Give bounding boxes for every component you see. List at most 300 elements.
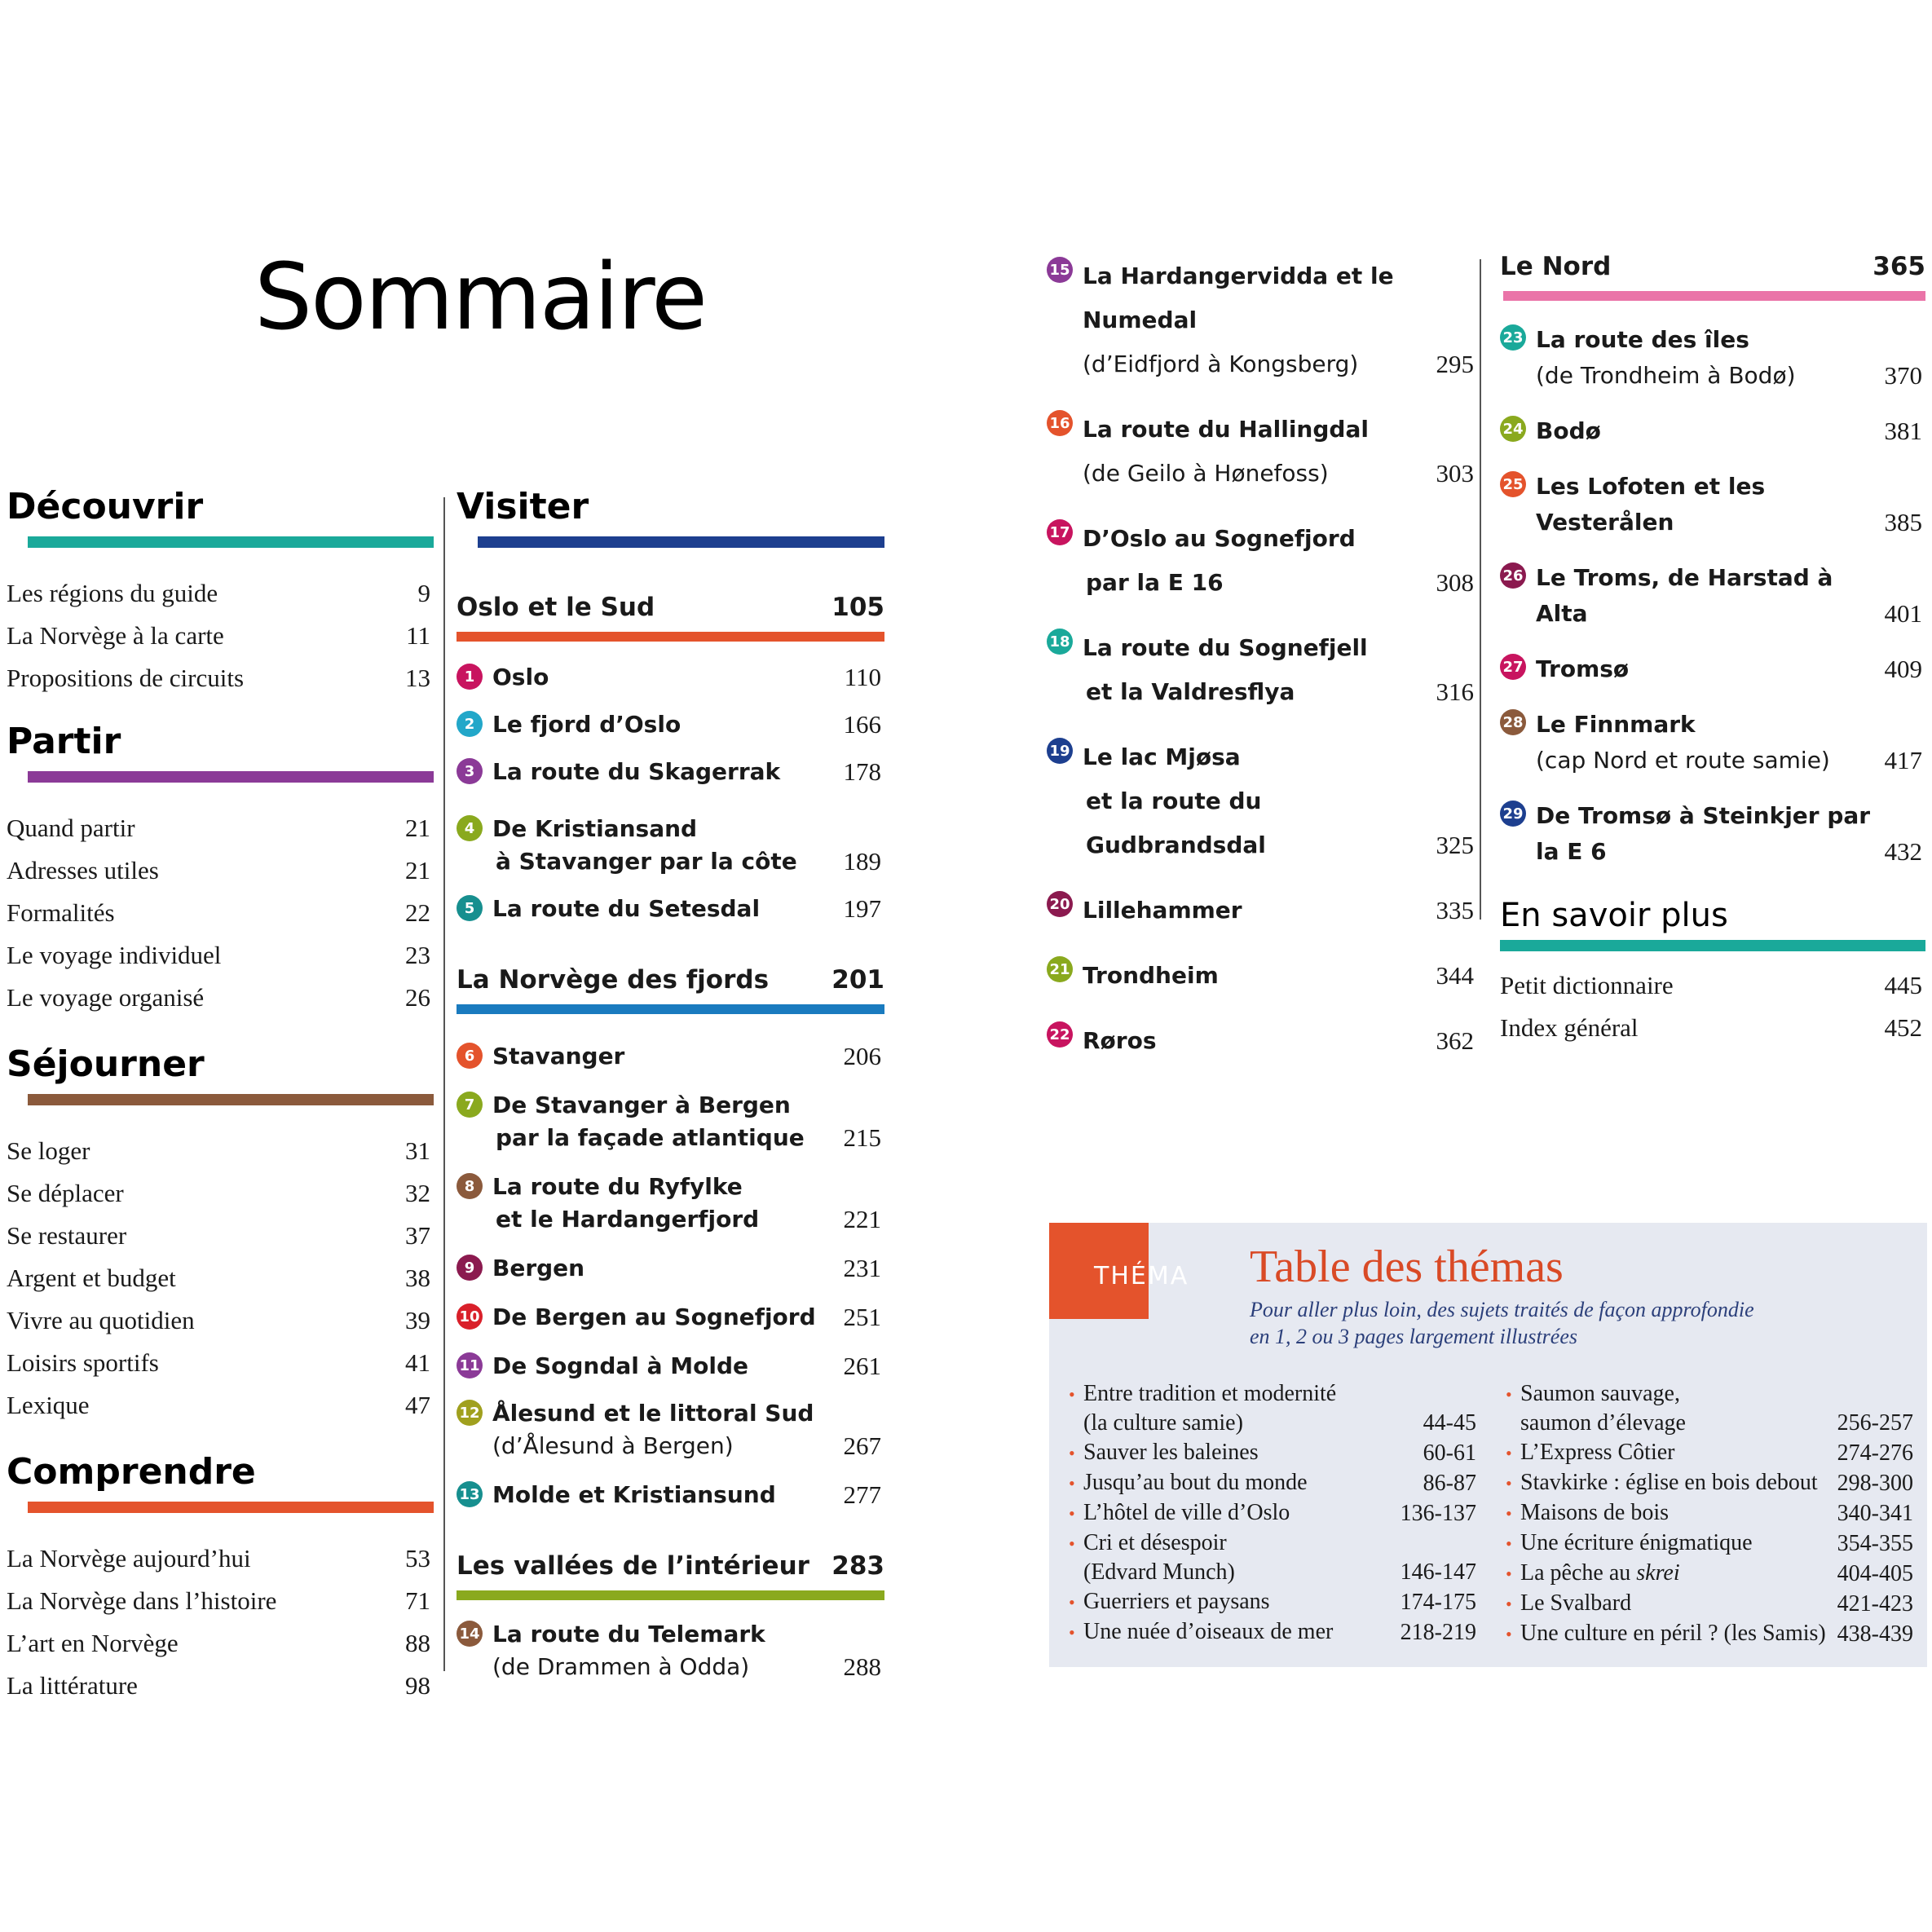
route-page: 178 xyxy=(843,757,881,786)
toc-row[interactable] xyxy=(7,1215,434,1257)
section-bar xyxy=(28,1502,434,1513)
route-title: Tromsø xyxy=(1536,655,1630,682)
route-title: Trondheim xyxy=(1083,962,1219,989)
thema-page: 404-405 xyxy=(1837,1561,1913,1586)
toc-row[interactable] xyxy=(7,1130,434,1172)
thema-item[interactable] xyxy=(1069,1379,1476,1438)
column-visiter-continued xyxy=(1047,254,1477,1063)
entry-list xyxy=(1047,254,1477,1063)
route-page: 362 xyxy=(1436,1026,1474,1055)
toc-row[interactable] xyxy=(7,1537,434,1580)
bullet-icon: • xyxy=(1069,1533,1075,1554)
item-list xyxy=(1500,964,1925,1049)
toc-row[interactable] xyxy=(7,1384,434,1427)
route-entry[interactable] xyxy=(1500,560,1925,632)
thema-subtitle-line: en 1, 2 ou 3 pages largement illustrées xyxy=(1250,1325,1577,1348)
bullet-icon: • xyxy=(1506,1473,1512,1493)
route-title: Le fjord d’Oslo xyxy=(492,711,681,738)
thema-label-text: La pêche au xyxy=(1520,1560,1637,1586)
toc-row[interactable] xyxy=(7,807,434,849)
subsection-page: 283 xyxy=(831,1551,884,1581)
route-entry[interactable] xyxy=(1500,413,1925,449)
toc-row[interactable] xyxy=(7,1580,434,1622)
toc-row[interactable] xyxy=(7,657,434,699)
toc-label: Petit dictionnaire xyxy=(1500,971,1674,999)
route-page: 385 xyxy=(1884,508,1922,536)
toc-row[interactable] xyxy=(7,849,434,892)
subsection-vallees xyxy=(457,1551,884,1683)
route-number-badge: 13 xyxy=(457,1481,483,1507)
route-number-badge: 1 xyxy=(457,664,483,690)
section-decouvrir xyxy=(7,486,434,699)
thema-sublabel: (Edvard Munch) xyxy=(1083,1559,1235,1585)
toc-label: Quand partir xyxy=(7,814,135,842)
thema-label xyxy=(1083,1589,1270,1614)
route-page: 251 xyxy=(843,1303,881,1331)
toc-row[interactable] xyxy=(7,1665,434,1707)
route-title: Le Finnmark xyxy=(1536,711,1696,738)
route-number-badge: 23 xyxy=(1500,324,1526,351)
subsection-page: 365 xyxy=(1872,252,1925,281)
thema-item[interactable] xyxy=(1506,1559,1913,1589)
route-page: 267 xyxy=(843,1431,881,1460)
toc-page: 13 xyxy=(405,664,430,692)
thema-sublabel: saumon d’élevage xyxy=(1520,1410,1686,1436)
toc-label: Argent et budget xyxy=(7,1264,176,1292)
thema-item[interactable] xyxy=(1069,1498,1476,1528)
thema-label xyxy=(1083,1440,1259,1465)
route-number-badge: 8 xyxy=(457,1173,483,1199)
toc-label: Le voyage organisé xyxy=(7,983,205,1012)
route-page: 401 xyxy=(1884,599,1922,628)
route-page: 221 xyxy=(843,1205,881,1233)
route-title: Le lac Mjøsa xyxy=(1083,743,1241,770)
thema-label xyxy=(1083,1470,1308,1495)
route-page: 231 xyxy=(843,1254,881,1282)
subsection-label: La Norvège des fjords xyxy=(457,965,770,995)
toc-label: Propositions de circuits xyxy=(7,664,245,692)
thema-item[interactable] xyxy=(1506,1438,1913,1468)
route-number-badge: 10 xyxy=(457,1303,483,1330)
thema-item[interactable] xyxy=(1506,1589,1913,1619)
route-page: 288 xyxy=(843,1652,881,1681)
route-entry[interactable] xyxy=(457,1171,884,1236)
route-page: 417 xyxy=(1884,746,1922,774)
route-number-badge: 21 xyxy=(1047,956,1073,982)
route-page: 316 xyxy=(1436,677,1474,706)
thema-label-text: Une nuée d’oiseaux de mer xyxy=(1083,1619,1334,1644)
toc-row[interactable] xyxy=(1500,1007,1925,1049)
subsection-heading xyxy=(1500,254,1925,280)
route-number-badge: 27 xyxy=(1500,654,1526,680)
section-sejourner xyxy=(7,1043,434,1427)
item-list xyxy=(7,807,434,1019)
toc-row[interactable] xyxy=(7,615,434,657)
toc-row[interactable] xyxy=(7,1299,434,1342)
thema-label xyxy=(1083,1619,1333,1644)
route-title: Le Troms, de Harstad à Alta xyxy=(1536,564,1833,627)
route-subtitle: par la E 16 xyxy=(1086,569,1224,596)
bullet-icon: • xyxy=(1069,1592,1075,1612)
thema-list-right xyxy=(1506,1379,1913,1649)
thema-label xyxy=(1083,1381,1336,1406)
thema-item[interactable] xyxy=(1506,1468,1913,1498)
route-page: 277 xyxy=(843,1480,881,1509)
column-divider xyxy=(1480,259,1481,920)
entry-list xyxy=(457,1040,884,1511)
route-entry[interactable] xyxy=(1047,889,1477,933)
thema-label-italic: skrei xyxy=(1636,1560,1680,1586)
route-number-badge: 22 xyxy=(1047,1021,1073,1048)
thema-label xyxy=(1083,1530,1227,1555)
subsection-label: Les vallées de l’intérieur xyxy=(457,1551,809,1581)
route-entry[interactable] xyxy=(457,1252,884,1285)
route-number-badge: 24 xyxy=(1500,416,1526,442)
route-title: La Hardangervidda et le Numedal xyxy=(1083,262,1394,333)
route-page: 206 xyxy=(843,1042,881,1070)
thema-label-text: Sauver les baleines xyxy=(1083,1440,1259,1465)
route-subtitle: (de Geilo à Hønefoss) xyxy=(1083,460,1329,487)
thema-label-text: Une culture en péril ? (les Samis) xyxy=(1520,1621,1826,1646)
route-page: 261 xyxy=(843,1352,881,1380)
subsection-label: Oslo et le Sud xyxy=(457,593,655,622)
route-number-badge: 3 xyxy=(457,758,483,784)
bullet-icon: • xyxy=(1069,1503,1075,1524)
thema-page: 136-137 xyxy=(1400,1501,1476,1526)
route-entry[interactable] xyxy=(457,1479,884,1511)
bullet-icon: • xyxy=(1506,1624,1512,1644)
route-entry[interactable] xyxy=(1047,735,1477,867)
route-number-badge: 18 xyxy=(1047,629,1073,655)
thema-item[interactable] xyxy=(1069,1528,1476,1587)
toc-page: 38 xyxy=(405,1264,430,1292)
thema-item[interactable] xyxy=(1506,1528,1913,1559)
bullet-icon: • xyxy=(1069,1473,1075,1493)
route-page: 381 xyxy=(1884,417,1922,445)
thema-label-text: Guerriers et paysans xyxy=(1083,1589,1270,1614)
route-entry[interactable] xyxy=(457,1089,884,1154)
toc-page: 9 xyxy=(417,579,430,607)
entry-list xyxy=(457,1618,884,1683)
thema-label xyxy=(1083,1500,1290,1525)
route-entry[interactable] xyxy=(1047,626,1477,714)
thema-item[interactable] xyxy=(1069,1468,1476,1498)
thema-page: 438-439 xyxy=(1837,1621,1913,1647)
toc-label: Se loger xyxy=(7,1136,90,1165)
thema-item[interactable] xyxy=(1506,1619,1913,1649)
item-list xyxy=(7,1130,434,1427)
route-number-badge: 14 xyxy=(457,1621,483,1647)
route-title: La route du Sognefjell xyxy=(1083,634,1368,661)
thema-page: 340-341 xyxy=(1837,1501,1913,1526)
section-partir xyxy=(7,721,434,1019)
route-number-badge: 19 xyxy=(1047,738,1073,764)
thema-label-text: Le Svalbard xyxy=(1520,1590,1632,1616)
route-page: 110 xyxy=(844,663,881,691)
route-page: 303 xyxy=(1436,459,1474,487)
subsection-label: Le Nord xyxy=(1500,252,1612,281)
section-heading: Partir xyxy=(7,721,121,762)
route-number-badge: 5 xyxy=(457,895,483,921)
section-heading: Visiter xyxy=(457,486,589,527)
section-bar xyxy=(28,536,434,548)
toc-label: Se restaurer xyxy=(7,1221,127,1250)
thema-label xyxy=(1520,1530,1753,1555)
thema-page: 86-87 xyxy=(1423,1471,1476,1496)
route-entry[interactable] xyxy=(457,756,884,788)
thema-label-text: Saumon sauvage, xyxy=(1520,1381,1680,1406)
thema-tag-label: THÉMA xyxy=(1094,1262,1189,1290)
route-page: 335 xyxy=(1436,896,1474,924)
toc-page: 53 xyxy=(405,1544,430,1573)
route-title: De Tromsø à Steinkjer par la E 6 xyxy=(1536,802,1871,865)
section-comprendre xyxy=(7,1451,434,1707)
thema-label-text: Une écriture énigmatique xyxy=(1520,1530,1753,1555)
subsection-heading xyxy=(457,965,884,995)
route-entry[interactable] xyxy=(457,1301,884,1334)
bullet-icon: • xyxy=(1069,1622,1075,1643)
toc-row[interactable] xyxy=(7,572,434,615)
route-entry[interactable] xyxy=(1500,469,1925,540)
route-entry[interactable] xyxy=(457,661,884,694)
route-entry[interactable] xyxy=(1500,651,1925,687)
route-subtitle: et la route du Gudbrandsdal xyxy=(1086,787,1266,858)
page-title: Sommaire xyxy=(254,245,707,351)
route-page: 409 xyxy=(1884,655,1922,683)
route-page: 197 xyxy=(843,894,881,923)
thema-label-text: Cri et désespoir xyxy=(1083,1530,1227,1555)
bullet-icon: • xyxy=(1506,1384,1512,1405)
route-title: D’Oslo au Sognefjord xyxy=(1083,525,1356,552)
section-heading: En savoir plus xyxy=(1500,897,1728,934)
route-number-badge: 20 xyxy=(1047,891,1073,917)
route-number-badge: 7 xyxy=(457,1092,483,1118)
thema-tag xyxy=(1049,1223,1189,1319)
bullet-icon: • xyxy=(1069,1384,1075,1405)
toc-page: 22 xyxy=(405,898,430,927)
toc-label: Formalités xyxy=(7,898,115,927)
thema-label xyxy=(1520,1381,1680,1406)
route-title: De Sogndal à Molde xyxy=(492,1352,749,1379)
column-visiter xyxy=(457,486,884,1683)
toc-row[interactable] xyxy=(7,977,434,1019)
section-bar xyxy=(478,536,884,548)
route-subtitle: (cap Nord et route samie) xyxy=(1536,747,1830,774)
thema-item[interactable] xyxy=(1506,1379,1913,1438)
route-page: 166 xyxy=(843,710,881,739)
thema-page: 354-355 xyxy=(1837,1531,1913,1556)
section-heading: Séjourner xyxy=(7,1043,205,1085)
toc-page: 32 xyxy=(405,1179,430,1207)
toc-label: La Norvège aujourd’hui xyxy=(7,1544,251,1573)
route-title: La route du Skagerrak xyxy=(492,758,781,785)
section-bar xyxy=(28,771,434,783)
route-page: 344 xyxy=(1436,961,1474,990)
route-number-badge: 6 xyxy=(457,1043,483,1069)
toc-page: 11 xyxy=(406,621,430,650)
route-subtitle: et le Hardangerfjord xyxy=(496,1206,760,1233)
route-entry[interactable] xyxy=(457,1397,884,1462)
thema-label xyxy=(1520,1500,1669,1525)
route-entry[interactable] xyxy=(1500,322,1925,394)
route-entry[interactable] xyxy=(1500,798,1925,870)
section-bar xyxy=(1500,940,1925,951)
toc-row[interactable] xyxy=(1500,964,1925,1007)
thema-label-text: L’Express Côtier xyxy=(1520,1440,1675,1465)
route-entry[interactable] xyxy=(457,1618,884,1683)
route-number-badge: 11 xyxy=(457,1352,483,1378)
toc-row[interactable] xyxy=(7,1622,434,1665)
column-divider xyxy=(443,497,445,1671)
route-entry[interactable] xyxy=(1047,1019,1477,1063)
route-entry[interactable] xyxy=(457,708,884,741)
route-number-badge: 4 xyxy=(457,815,483,841)
toc-row[interactable] xyxy=(7,1342,434,1384)
route-entry[interactable] xyxy=(1047,517,1477,605)
route-title: La route du Telemark xyxy=(492,1621,765,1647)
route-subtitle: et la Valdresflya xyxy=(1086,678,1295,705)
thema-item[interactable] xyxy=(1069,1617,1476,1647)
thema-sublabel: (la culture samie) xyxy=(1083,1410,1243,1436)
route-number-badge: 15 xyxy=(1047,257,1073,283)
entry-list xyxy=(1500,322,1925,870)
bullet-icon: • xyxy=(1506,1594,1512,1614)
toc-page: 452 xyxy=(1884,1013,1922,1042)
thema-page: 44-45 xyxy=(1423,1410,1476,1436)
toc-label: L’art en Norvège xyxy=(7,1629,179,1657)
route-title: Bodø xyxy=(1536,417,1601,444)
route-entry[interactable] xyxy=(457,1040,884,1073)
subsection-oslo-sud xyxy=(457,595,884,925)
bullet-icon: • xyxy=(1506,1564,1512,1584)
route-title: Røros xyxy=(1083,1027,1157,1054)
thema-page: 146-147 xyxy=(1400,1559,1476,1585)
route-title: Oslo xyxy=(492,664,549,690)
route-subtitle: (de Trondheim à Bodø) xyxy=(1536,362,1796,389)
toc-page: 21 xyxy=(405,856,430,884)
route-subtitle: par la façade atlantique xyxy=(496,1124,805,1151)
toc-page: 21 xyxy=(405,814,430,842)
route-entry[interactable] xyxy=(1047,954,1477,998)
thema-page: 174-175 xyxy=(1400,1590,1476,1615)
route-number-badge: 17 xyxy=(1047,519,1073,545)
toc-row[interactable] xyxy=(7,934,434,977)
thema-label xyxy=(1520,1590,1631,1616)
section-heading: Comprendre xyxy=(7,1451,256,1493)
section-heading: Découvrir xyxy=(7,486,204,527)
route-number-badge: 29 xyxy=(1500,801,1526,827)
route-entry[interactable] xyxy=(1500,707,1925,779)
item-list xyxy=(7,1537,434,1707)
toc-label: Se déplacer xyxy=(7,1179,124,1207)
route-entry[interactable] xyxy=(457,893,884,925)
route-page: 370 xyxy=(1884,361,1922,390)
bullet-icon: • xyxy=(1506,1533,1512,1554)
toc-page: 71 xyxy=(405,1586,430,1615)
route-title: Ålesund et le littoral Sud xyxy=(492,1400,814,1427)
route-title: La route des îles xyxy=(1536,326,1749,353)
thema-label-text: Entre tradition et modernité xyxy=(1083,1381,1337,1406)
subsection-page: 105 xyxy=(831,593,884,622)
toc-label: Loisirs sportifs xyxy=(7,1348,159,1377)
thema-item[interactable] xyxy=(1069,1438,1476,1468)
toc-page: 37 xyxy=(405,1221,430,1250)
toc-row[interactable] xyxy=(7,1172,434,1215)
route-entry[interactable] xyxy=(457,1350,884,1383)
thema-label-text: L’hôtel de ville d’Oslo xyxy=(1083,1500,1290,1525)
thema-subtitle-line: Pour aller plus loin, des sujets traités de façon approfondie xyxy=(1250,1298,1754,1321)
route-page: 215 xyxy=(843,1123,881,1152)
route-title: De Bergen au Sognefjord xyxy=(492,1303,816,1330)
toc-row[interactable] xyxy=(7,1257,434,1299)
bullet-icon: • xyxy=(1069,1443,1075,1463)
route-page: 325 xyxy=(1436,831,1474,859)
thema-page: 298-300 xyxy=(1837,1471,1913,1496)
item-list xyxy=(7,572,434,699)
route-subtitle: (d’Ålesund à Bergen) xyxy=(492,1432,734,1459)
route-number-badge: 28 xyxy=(1500,709,1526,735)
subsection-bar xyxy=(457,1004,884,1014)
route-entry[interactable] xyxy=(1047,408,1477,496)
thema-label xyxy=(1520,1470,1818,1495)
thema-page: 256-257 xyxy=(1837,1410,1913,1436)
route-page: 295 xyxy=(1436,350,1474,378)
route-page: 189 xyxy=(843,847,881,876)
toc-label: Vivre au quotidien xyxy=(7,1306,195,1334)
toc-label: Index général xyxy=(1500,1013,1639,1042)
thema-box xyxy=(1049,1223,1927,1667)
route-title: De Kristiansand xyxy=(492,815,698,842)
subsection-bar xyxy=(457,1590,884,1600)
route-number-badge: 25 xyxy=(1500,471,1526,497)
thema-label-text: Maisons de bois xyxy=(1520,1500,1669,1525)
route-title: Bergen xyxy=(492,1255,585,1281)
subsection-bar xyxy=(1503,291,1925,301)
subsection-heading xyxy=(457,1551,884,1581)
route-subtitle: à Stavanger par la côte xyxy=(496,848,797,875)
toc-label: Les régions du guide xyxy=(7,579,218,607)
toc-page: 88 xyxy=(405,1629,430,1657)
thema-label xyxy=(1520,1440,1675,1465)
thema-item[interactable] xyxy=(1506,1498,1913,1528)
toc-row[interactable] xyxy=(7,892,434,934)
route-title: La route du Setesdal xyxy=(492,895,761,922)
toc-page: 41 xyxy=(405,1348,430,1377)
route-entry[interactable] xyxy=(457,813,884,878)
toc-label: La Norvège dans l’histoire xyxy=(7,1586,277,1615)
route-title: De Stavanger à Bergen xyxy=(492,1092,791,1118)
thema-item[interactable] xyxy=(1069,1587,1476,1617)
route-number-badge: 2 xyxy=(457,711,483,737)
subsection-page: 201 xyxy=(831,965,884,995)
entry-list xyxy=(457,661,884,925)
route-title: Lillehammer xyxy=(1083,897,1242,924)
toc-page: 445 xyxy=(1884,971,1922,999)
subsection-bar xyxy=(457,632,884,642)
toc-page: 39 xyxy=(405,1306,430,1334)
thema-page: 60-61 xyxy=(1423,1440,1476,1466)
route-number-badge: 26 xyxy=(1500,562,1526,589)
route-entry[interactable] xyxy=(1047,254,1477,386)
section-bar xyxy=(28,1094,434,1105)
thema-label-text: Stavkirke : église en bois debout xyxy=(1520,1470,1818,1495)
toc-page: 98 xyxy=(405,1671,430,1700)
subsection-heading xyxy=(457,595,884,620)
subsection-fjords xyxy=(457,965,884,1511)
toc-page: 31 xyxy=(405,1136,430,1165)
thema-subtitle xyxy=(1250,1296,1754,1350)
route-page: 432 xyxy=(1884,837,1922,866)
